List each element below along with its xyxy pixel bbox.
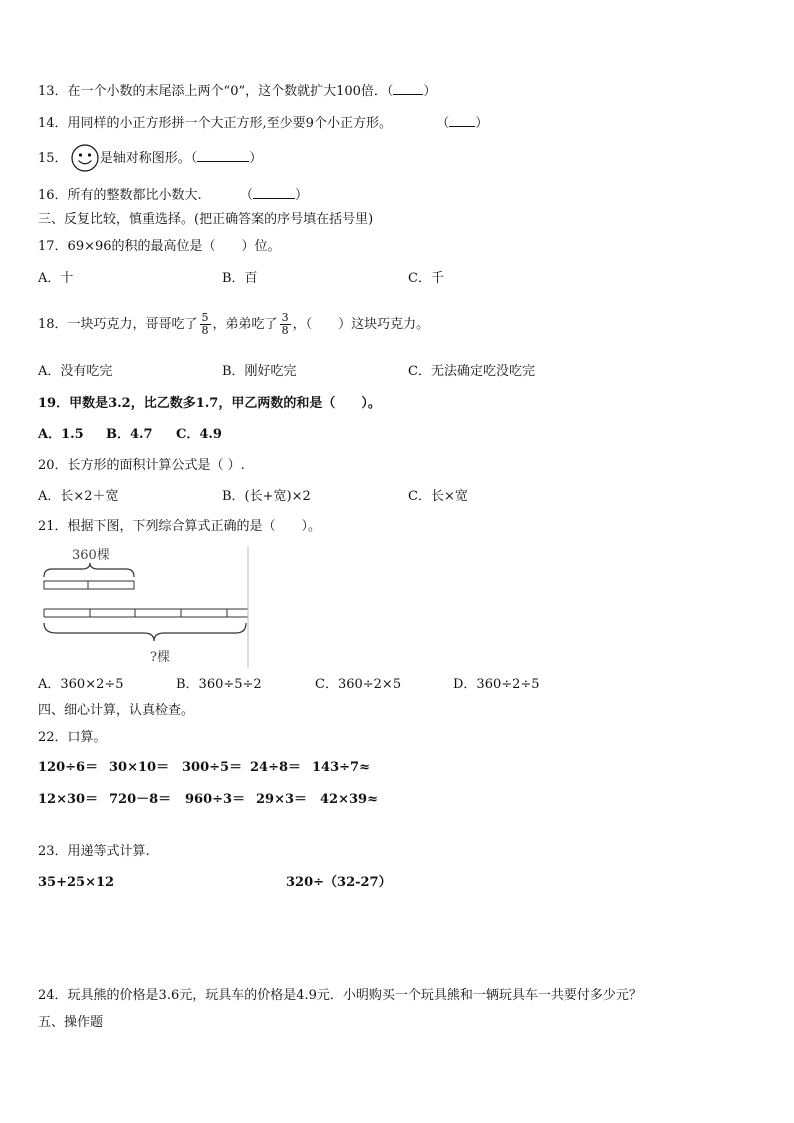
question-17: 17．69×96的积的最高位是（ ）位。 [38,239,281,254]
math-item: 720－8＝ [109,792,172,807]
math-item: 24÷8＝ [250,760,302,775]
mental-math-row-2 [38,791,378,809]
option-19-b[interactable]: B．4.7 [106,427,153,442]
question-18: 18．一块巧克力，哥哥吃了 $\frac{5}{8}$ ，弟弟吃了 $\frac{3}{8}$ ，（ ）这块巧克力。 [38,311,430,337]
math-item: 300÷5＝ [182,760,243,775]
answer-blank-14[interactable] [449,114,475,127]
fraction-5-8: $\frac{5}{8}$ [201,311,209,337]
question-13: 13．在一个小数的末尾添上两个“0”，这个数就扩大100倍．（ ） [38,84,437,99]
option-21-a[interactable]: A．360×2÷5 [38,677,124,692]
expression-2: 320÷（32-27） [286,875,392,890]
option-17-c[interactable]: C．千 [408,271,444,286]
math-item: 12×30＝ [38,792,99,807]
question-20: 20．长方形的面积计算公式是（ ）. [38,458,245,473]
question-19: 19．甲数是3.2，比乙数多1.7，甲乙两数的和是（ ）。 [38,396,381,411]
question-21-diagram [38,543,253,668]
math-item: 120÷6＝ [38,760,99,775]
question-24: 24．玩具熊的价格是3.6元，玩具车的价格是4.9元．小明购买一个玩具熊和一辆玩具车一共要付多少元？ [38,988,642,1003]
question-15-text: 是轴对称图形。（ [99,151,198,166]
fraction-3-8: $\frac{3}{8}$ [281,311,289,337]
option-21-b[interactable]: B．360÷5÷2 [176,677,262,692]
answer-blank-16[interactable] [253,186,295,199]
math-item: 42×39≈ [320,792,378,807]
smiley-face-icon [70,143,100,173]
math-item: 30×10＝ [109,760,170,775]
option-17-b[interactable]: B．百 [222,271,258,286]
option-19-c[interactable]: C．4.9 [176,427,222,442]
expression-1: 35+25×12 [38,875,115,890]
option-20-a[interactable]: A．长×2＋宽 [38,489,119,504]
section-5-heading: 五、操作题 [38,1015,104,1030]
question-14-text: 14．用同样的小正方形拼一个大正方形,至少要9个小正方形。 [38,116,392,131]
math-item: 960÷3＝ [185,792,246,807]
question-22-title: 22．口算。 [38,730,107,745]
math-item: 29×3＝ [256,792,308,807]
answer-blank-15[interactable] [197,149,249,162]
option-17-a[interactable]: A．十 [38,271,74,286]
option-20-b[interactable]: B．(长+宽)×2 [222,489,311,504]
question-16: 16．所有的整数都比小数大. （ ） [38,188,308,203]
math-item: 143÷7≈ [312,760,370,775]
diagram-top-label: 360棵 [72,548,110,563]
option-21-d[interactable]: D．360÷2÷5 [453,677,540,692]
question-13-text: 13．在一个小数的末尾添上两个“0”，这个数就扩大100倍．（ [38,84,394,99]
mental-math-row-1 [38,759,370,777]
question-23-title: 23．用递等式计算. [38,844,150,859]
question-15-number: 15． [38,151,68,166]
option-18-a[interactable]: A．没有吃完 [38,364,113,379]
option-19-a[interactable]: A．1.5 [38,427,84,442]
option-18-c[interactable]: C．无法确定吃没吃完 [408,364,535,379]
option-21-c[interactable]: C．360÷2×5 [315,677,402,692]
section-3-heading: 三、反复比较，慎重选择。(把正确答案的序号填在括号里) [38,212,374,227]
section-4-heading: 四、细心计算，认真检查。 [38,703,195,718]
option-20-c[interactable]: C．长×宽 [408,489,468,504]
question-15: 15． 是轴对称图形。（ ） [38,149,262,168]
question-14: 14．用同样的小正方形拼一个大正方形,至少要9个小正方形。 （ ） [38,116,489,131]
diagram-bottom-label: ?棵 [150,650,170,665]
option-18-b[interactable]: B．刚好吃完 [222,364,297,379]
question-21: 21．根据下图，下列综合算式正确的是（ ）。 [38,519,322,534]
question-16-text: 16．所有的整数都比小数大. [38,188,202,203]
answer-blank-13[interactable] [393,82,423,95]
